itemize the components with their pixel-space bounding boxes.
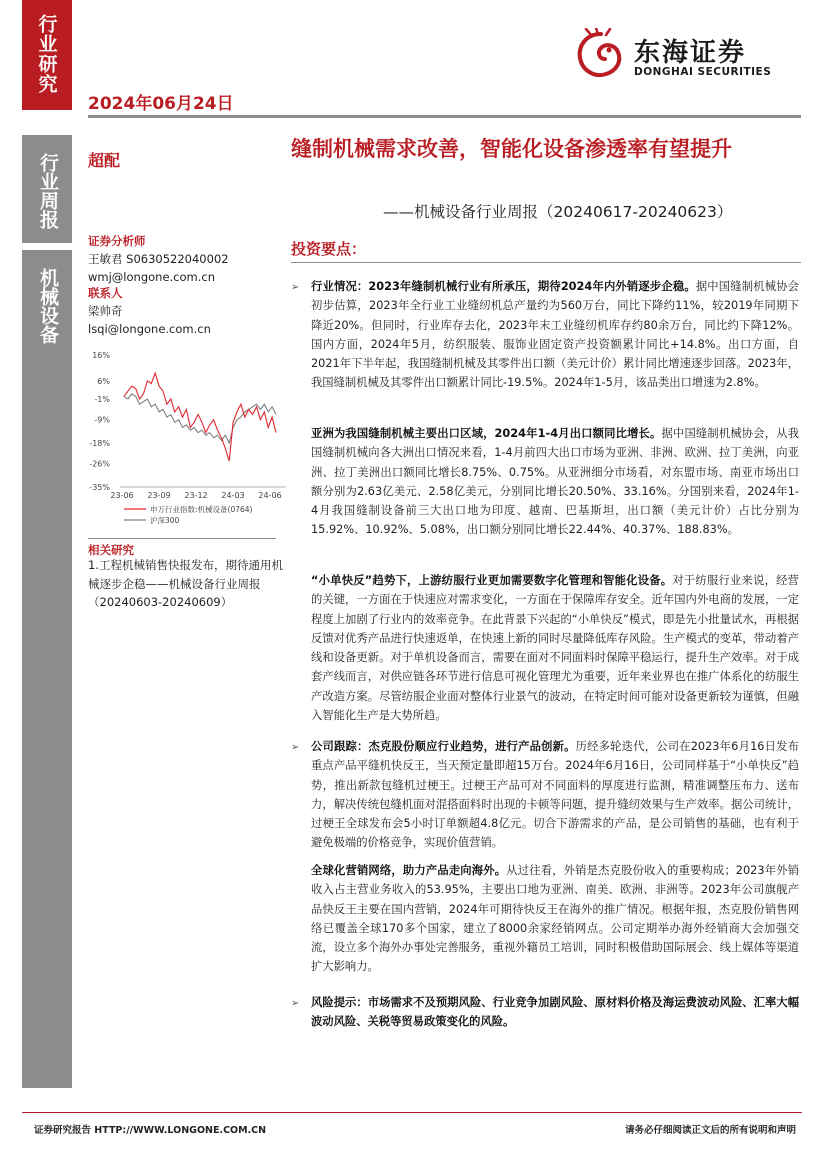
logo-english: DONGHAI SECURITIES <box>634 66 772 78</box>
report-date: 2024年06月24日 <box>88 94 234 114</box>
analyst-email[interactable]: wmj@longone.com.cn <box>88 270 216 284</box>
paragraph-lead: 全球化营销网络，助力产品走向海外。 <box>311 864 507 877</box>
legend-label: 申万行业指数:机械设备(0764) <box>150 505 253 514</box>
paragraph-text: 历经多轮迭代，公司在2023年6月16日发布重点产品平缝机快反王，当天预定量即超15万台。2024年6月16日，公司同样基于“小单快反”趋势，推出新款包缝机过梗王。过梗王产品可对不同面料的厚度进行监测，精准调整压布力、送布力，解决传统包缝机面对混搭面料时出现的卡顿等问题，提升缝纫效果与生产效率。据公司统计，过梗王全球发布会5小时订单额超4.8亿元。切合下游需求的产品，是公司销售的基础，也有利于避免极端的价格竞争，实现价值营销。 <box>311 740 799 850</box>
contact-heading: 联系人 <box>88 286 123 300</box>
x-tick-label: 23-12 <box>184 491 208 500</box>
header-divider <box>88 115 801 118</box>
report-title: 缝制机械需求改善，智能化设备渗透率有望提升 <box>291 137 732 161</box>
y-tick-label: 6% <box>97 376 110 386</box>
contact-name: 梁帅奇 <box>88 304 123 318</box>
y-tick-label: -35% <box>89 483 110 492</box>
y-tick-label: -1% <box>94 395 110 404</box>
y-tick-label: -9% <box>94 415 110 425</box>
series-line <box>124 373 276 461</box>
index-performance-chart <box>88 347 288 527</box>
y-tick-label: -26% <box>89 459 110 469</box>
paragraph-lead: “小单快反”趋势下，上游纺服行业更加需要数字化管理和智能化设备。 <box>311 574 673 587</box>
logo-chinese: 东海证券 <box>634 38 747 68</box>
related-item[interactable]: 1.工程机械销售快报发布，期待通用机械逐步企稳——机械设备行业周报（20240603-20240609） <box>88 558 283 609</box>
report-type-label: 行业周报 <box>37 153 59 229</box>
dragon-logo-icon <box>572 28 630 83</box>
footer-left: 证券研究报告 HTTP://WWW.LONGONE.COM.CN <box>34 1125 267 1136</box>
x-tick-label: 23-06 <box>110 491 134 500</box>
rating-label: 超配 <box>88 151 121 170</box>
report-subtitle: ——机械设备行业周报（20240617-20240623） <box>383 203 733 221</box>
paragraph-company <box>311 737 799 853</box>
footer-disclaimer: 请务必仔细阅读正文后的所有说明和声明 <box>624 1125 796 1136</box>
paragraph-lead: 亚洲为我国缝制机械主要出口区域，2024年1-4月出口额同比增长。 <box>311 427 662 440</box>
paragraph-small-order <box>311 571 799 725</box>
key-points-divider <box>291 262 801 263</box>
bullet-arrow-icon: ➢ <box>291 282 300 293</box>
industry-sidebar <box>22 250 72 1088</box>
paragraph-asia-export <box>311 424 799 540</box>
bullet-arrow-icon: ➢ <box>291 742 300 753</box>
x-tick-label: 24-06 <box>258 491 282 500</box>
x-tick-label: 24-03 <box>221 491 245 500</box>
related-divider <box>88 538 276 539</box>
paragraph-risk <box>311 993 799 1032</box>
paragraph-text: 据中国缝制机械协会初步估算，2023年全行业工业缝纫机总产量约为560万台，同比下降约11%，较2019年同期下降近20%。但同时，行业库存去化，2023年末工业缝纫机库存约80余万台，同比约下降12%。国内方面，2024年5月，纺织服装、服饰业固定资产投资额累计同比+14.8%。出口方面，自2021年下半年起，我国缝制机械及其零件出口额（美元计价）累计同比增速逐步回落。2023年，我国缝制机械及其零件出口额累计同比-19.5%。2024年1-5月，该品类出口增速为2.8%。 <box>311 280 799 390</box>
paragraph-lead: 公司跟踪：杰克股份顺应行业趋势，进行产品创新。 <box>311 740 576 753</box>
category-tag: 行业研究 <box>22 0 72 110</box>
y-tick-label: -18% <box>89 439 110 448</box>
key-points-heading: 投资要点： <box>291 240 367 258</box>
paragraph-text: 从过往看，外销是杰克股份收入的重要构成；2023年外销收入占主营业务收入的53.95%，主要出口地为亚洲、南美、欧洲、非洲等。2023年公司旗舰产品快反王主要在国内营销，2024年可期待快反王在海外的推广情况。根据年报，杰克股份销售网络已覆盖全球170多个国家，建立了8000余家经销网点。公司定期举办海外经销商大会加强交流，设立多个海外办事处完善服务，重视外籍员工培训，同时积极借助国际展会、线上媒体等渠道扩大影响力。 <box>311 864 799 974</box>
analyst-name: 王敏君 S0630522040002 <box>88 252 229 266</box>
paragraph-industry <box>311 277 799 393</box>
paragraph-global <box>311 861 799 977</box>
bullet-arrow-icon: ➢ <box>291 998 300 1009</box>
company-logo <box>572 28 802 83</box>
x-tick-label: 23-09 <box>147 491 171 500</box>
paragraph-lead: 行业情况：2023年缝制机械行业有所承压，期待2024年内外销逐步企稳。 <box>311 280 696 293</box>
legend-label: 沪深300 <box>150 516 180 525</box>
paragraph-text: 对于纺服行业来说，经营的关键，一方面在于快速应对需求变化，一方面在于保障库存安全。近年国内外电商的发展，一定程度上加剧了行业内的效率竞争。在此背景下兴起的“小单快反”模式，即是先小批量试水，再根据反馈对优秀产品进行快速返单，在快速上新的同时尽量降低库存风险。生产模式的变革，带动着产线和设备更新。对于单机设备而言，需要在面对不同面料时保障平稳运行，提升生产效率。对于成套产线而言，对供应链各环节进行信息可视化管理尤为重要，近年来业界也在推广体系化的纺服生产改造方案。尽管纺服企业面对整体行业景气的波动，在特定时间可能对设备更新较为谨慎，但融入智能化生产是大势所趋。 <box>311 574 799 723</box>
contact-email[interactable]: lsqi@longone.com.cn <box>88 322 211 336</box>
paragraph-text: 据中国缝制机械协会，从我国缝制机械向各大洲出口情况来看，1-4月前四大出口市场为亚洲、非洲、欧洲、拉丁美洲，向亚洲、拉丁美洲出口额同比增长8.75%、0.75%。从亚洲细分市场看，对东盟市场、南亚市场出口额分别为2.63亿美元、2.58亿美元，分别同比增长20.50%、33.16%。分国别来看，2024年1-4月我国缝制设备前三大出口地为印度、越南、巴基斯坦，出口额（美元计价）占比分别为15.92%、10.92%、5.08%，出口额分别同比增长22.44%、40.37%、188.83%。 <box>311 427 799 537</box>
report-type-sidebar <box>22 135 72 243</box>
chart-svg <box>88 347 288 527</box>
y-tick-label: 16% <box>92 351 110 360</box>
analyst-heading: 证券分析师 <box>88 234 146 248</box>
footer-divider <box>22 1112 802 1113</box>
paragraph-lead: 风险提示：市场需求不及预期风险、行业竞争加剧风险、原材料价格及海运费波动风险、汇率大幅波动风险、关税等贸易政策变化的风险。 <box>311 996 799 1029</box>
industry-label: 机械设备 <box>37 268 59 344</box>
related-heading: 相关研究 <box>88 543 134 557</box>
